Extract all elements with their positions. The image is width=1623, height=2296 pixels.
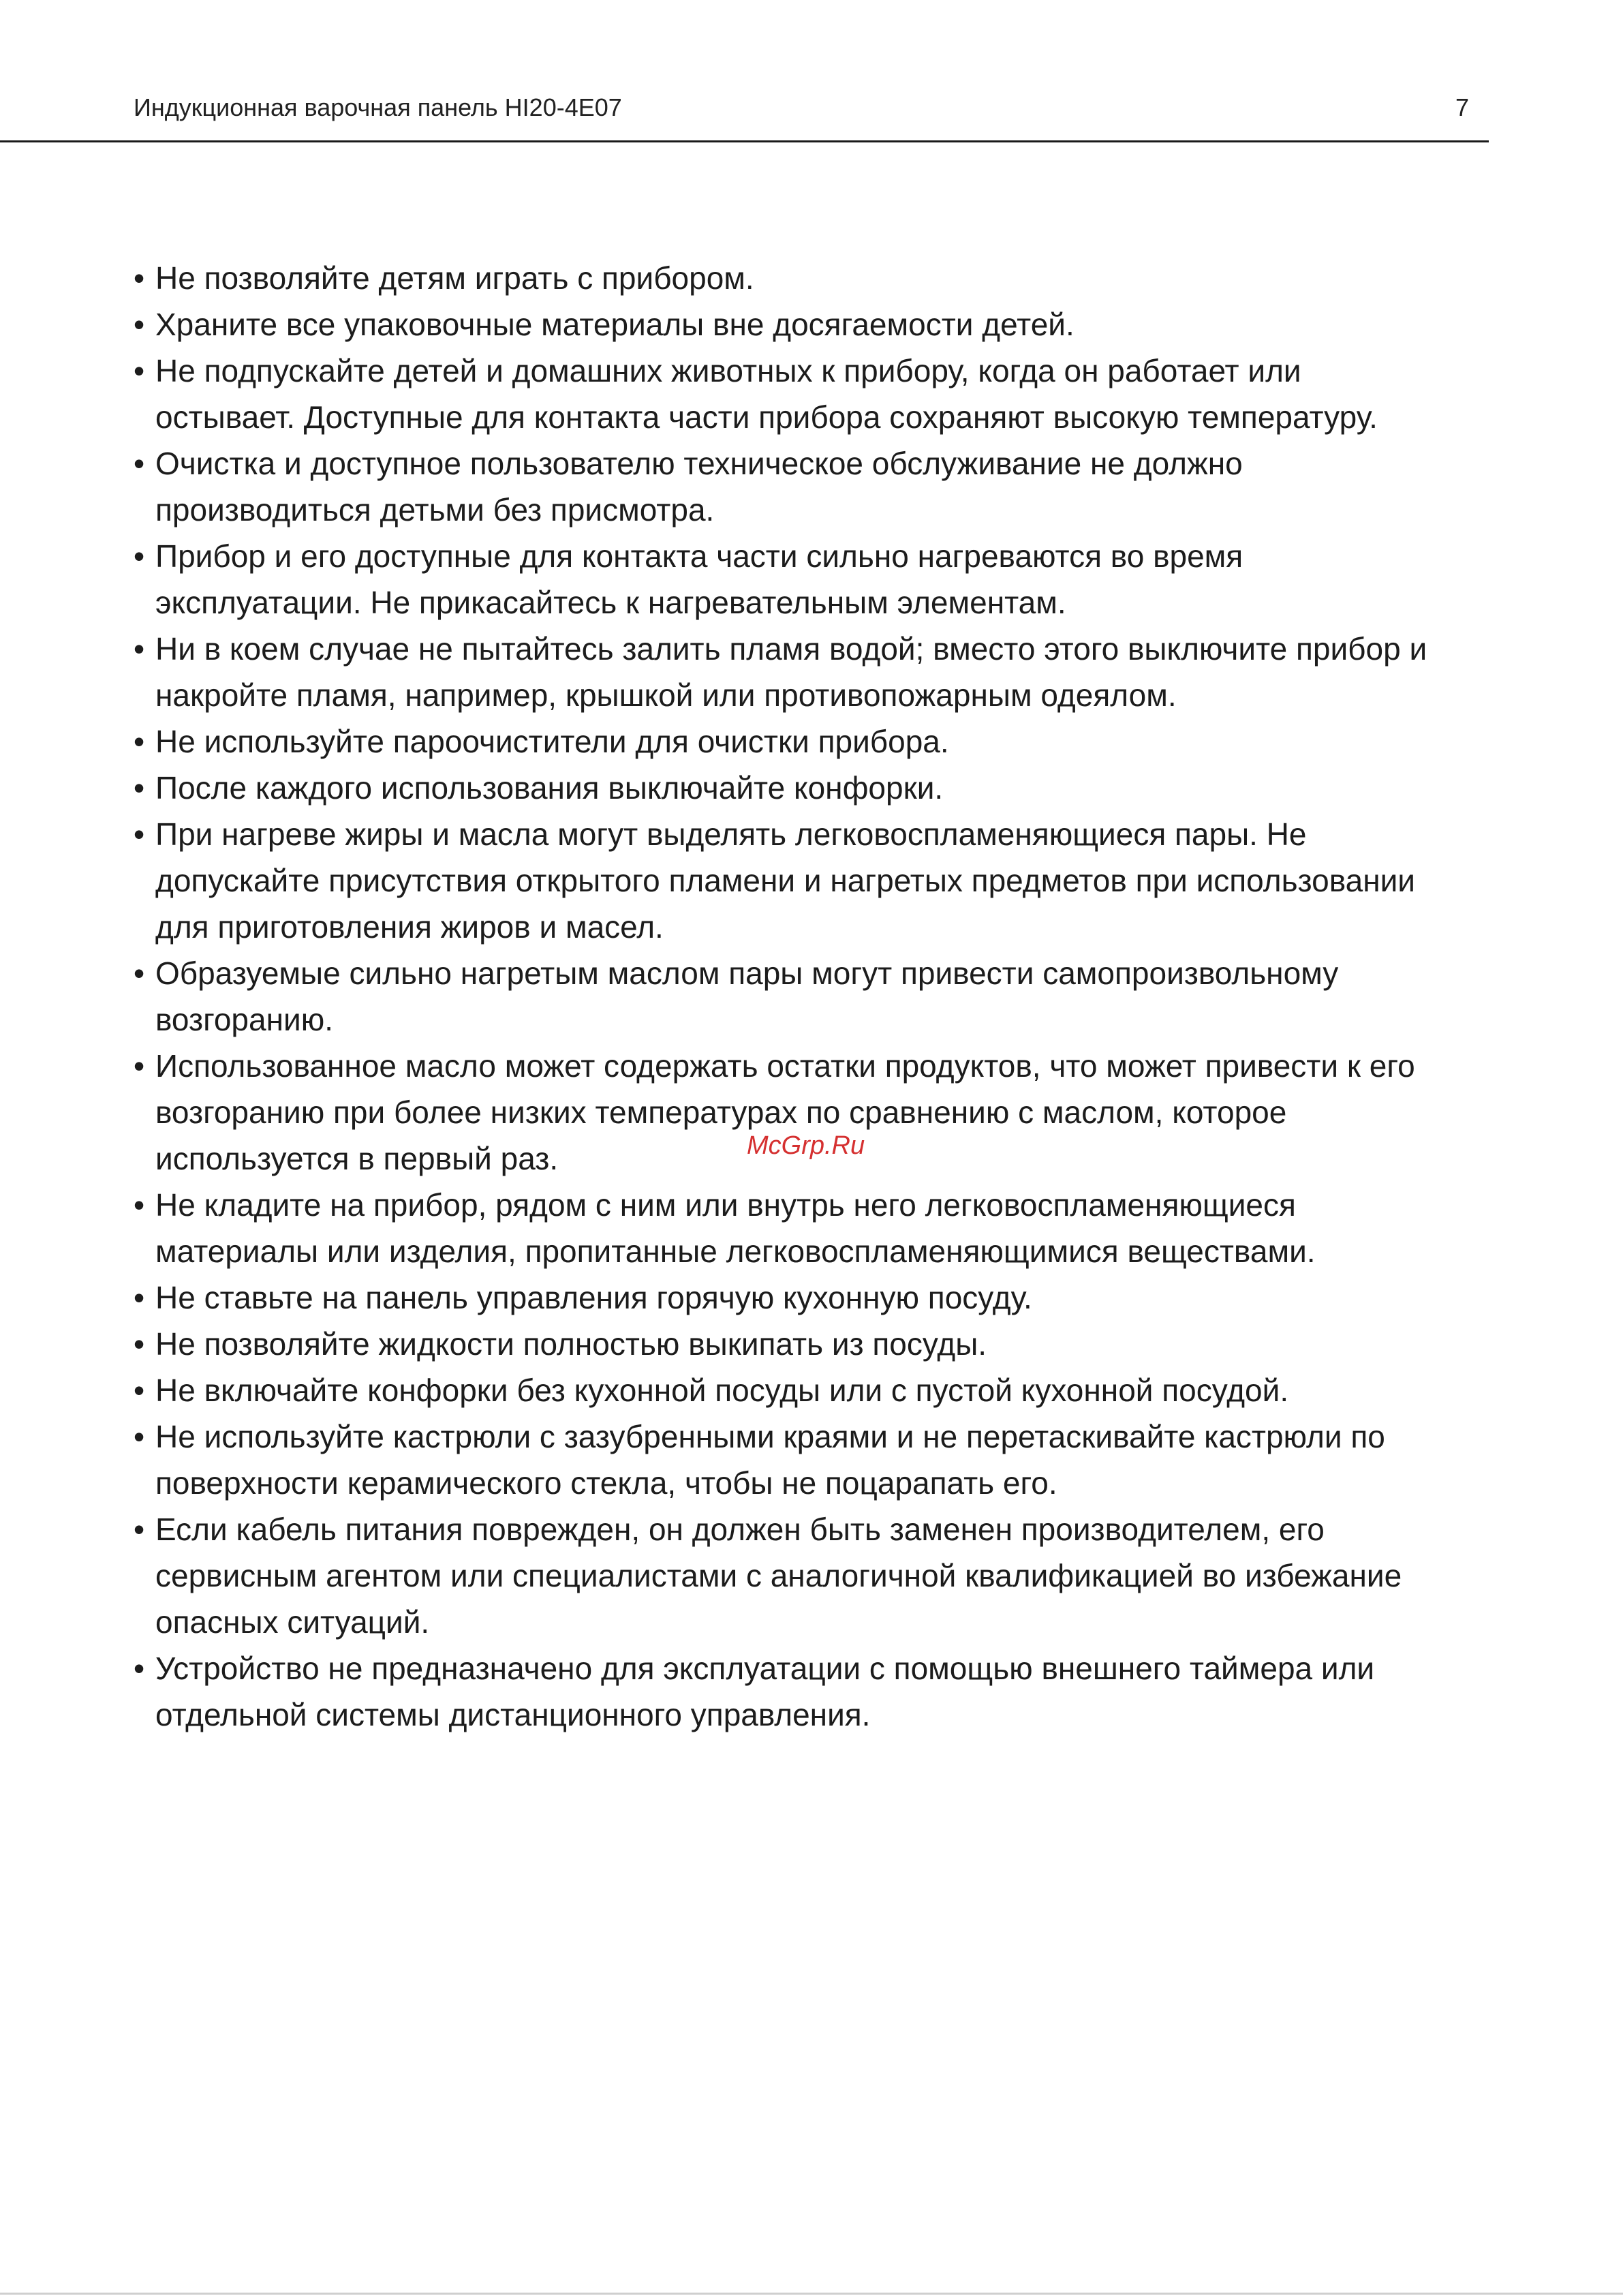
- list-item-text: При нагреве жиры и масла могут выделять легковоспламеняющиеся пары. Не допускайте присутствия открытого пламени и нагретых предметов при использовании для приготовления жиров и масел.: [155, 816, 1416, 945]
- bullet: •: [134, 1373, 145, 1408]
- list-item-text: Устройство не предназначено для эксплуатации с помощью внешнего таймера или отдельной системы дистанционного управления.: [155, 1651, 1375, 1732]
- list-item: [134, 1367, 1428, 1413]
- bullet: •: [134, 1280, 145, 1315]
- header-divider: [0, 140, 1489, 142]
- list-item-text: Ни в коем случае не пытайтесь залить пламя водой; вместо этого выключите прибор и накройте пламя, например, крышкой или противопожарным одеялом.: [155, 631, 1427, 713]
- page-number: 7: [1455, 93, 1469, 121]
- list-item: [134, 1274, 1428, 1321]
- list-item-text: Образуемые сильно нагретым маслом пары могут привести самопроизвольному возгоранию.: [155, 955, 1339, 1037]
- list-item-text: Прибор и его доступные для контакта части сильно нагреваются во время эксплуатации. Не прикасайтесь к нагревательным элементам.: [155, 538, 1243, 620]
- list-item: [134, 255, 1428, 301]
- list-item: [134, 1645, 1428, 1738]
- bullet: •: [134, 631, 145, 667]
- list-item-text: Не ставьте на панель управления горячую кухонную посуду.: [155, 1280, 1032, 1315]
- bullet: •: [134, 538, 145, 574]
- list-item-text: Не используйте кастрюли с зазубренными краями и не перетаскивайте кастрюли по поверхности керамического стекла, чтобы не поцарапать его.: [155, 1419, 1385, 1501]
- list-item-text: Не подпускайте детей и домашних животных к прибору, когда он работает или остывает. Доступные для контакта части прибора сохраняют высокую температуру.: [155, 353, 1378, 435]
- list-item-text: Очистка и доступное пользователю техническое обслуживание не должно производиться детьми без присмотра.: [155, 446, 1243, 527]
- document-title: Индукционная варочная панель HI20-4E07: [134, 93, 622, 121]
- list-item-text: Храните все упаковочные материалы вне досягаемости детей.: [155, 307, 1075, 342]
- bullet: •: [134, 353, 145, 388]
- list-item: [134, 1043, 1428, 1182]
- list-item-text: Не позволяйте жидкости полностью выкипать из посуды.: [155, 1326, 987, 1362]
- footer-divider: [0, 2293, 1623, 2295]
- bullet: •: [134, 1187, 145, 1223]
- bullet: •: [134, 1512, 145, 1547]
- list-item: [134, 626, 1428, 718]
- list-item-text: Использованное масло может содержать остатки продуктов, что может привести к его возгоранию при более низких температурах по сравнению с маслом, которое используется в первый раз.: [155, 1048, 1415, 1176]
- bullet: •: [134, 446, 145, 481]
- list-item: [134, 718, 1428, 765]
- page-header: [134, 87, 1469, 128]
- bullet: •: [134, 724, 145, 759]
- list-item: [134, 765, 1428, 811]
- safety-list: [134, 255, 1428, 1738]
- list-item: [134, 301, 1428, 348]
- list-item-text: Если кабель питания поврежден, он должен быть заменен производителем, его сервисным агентом или специалистами с аналогичной квалификацией во избежание опасных ситуаций.: [155, 1512, 1402, 1640]
- bullet: •: [134, 770, 145, 806]
- bullet: •: [134, 955, 145, 991]
- list-item: [134, 950, 1428, 1043]
- list-item-text: Не используйте пароочистители для очистки прибора.: [155, 724, 949, 759]
- bullet: •: [134, 816, 145, 852]
- list-item-text: Не позволяйте детям играть с прибором.: [155, 260, 754, 296]
- list-item: [134, 811, 1428, 950]
- bullet: •: [134, 1419, 145, 1454]
- bullet: •: [134, 1326, 145, 1362]
- bullet: •: [134, 307, 145, 342]
- list-item-text: Не кладите на прибор, рядом с ним или внутрь него легковоспламеняющиеся материалы или изделия, пропитанные легковоспламеняющимися веществами.: [155, 1187, 1316, 1269]
- watermark: McGrp.Ru: [747, 1131, 865, 1160]
- bullet: •: [134, 1651, 145, 1686]
- safety-instructions: [134, 255, 1428, 1738]
- list-item: [134, 348, 1428, 440]
- list-item: [134, 1413, 1428, 1506]
- bullet: •: [134, 1048, 145, 1084]
- list-item: [134, 1506, 1428, 1645]
- list-item: [134, 1182, 1428, 1274]
- list-item-text: После каждого использования выключайте конфорки.: [155, 770, 944, 806]
- list-item: [134, 440, 1428, 533]
- list-item: [134, 533, 1428, 626]
- list-item: [134, 1321, 1428, 1367]
- bullet: •: [134, 260, 145, 296]
- list-item-text: Не включайте конфорки без кухонной посуды или с пустой кухонной посудой.: [155, 1373, 1289, 1408]
